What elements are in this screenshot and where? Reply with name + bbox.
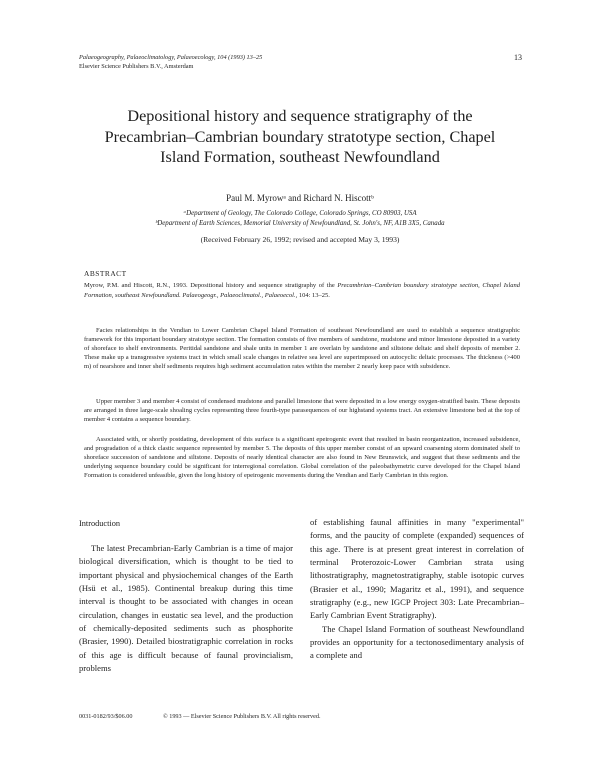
paper-title: [60, 106, 540, 168]
body-column-left: [79, 542, 293, 675]
publisher-line: Elsevier Science Publishers B.V., Amsterdam: [79, 63, 194, 70]
title-line: Precambrian–Cambrian boundary stratotype section, Chapel: [104, 127, 496, 146]
citation-pages: 104: 13–25.: [297, 291, 330, 299]
body-paragraph: The latest Precambrian-Early Cambrian is a time of major biological diversification, which is thought to be tied to important physical and physiochemical changes of the Earth (Hsü et al., 1985). Continental breakup during this time interval is thought to be associated with changes in ocean circulation, changes in eustatic sea level, and the production of chemically-deposited sediments such as phosphorite (Brasier, 1990). Detailed biostratigraphic correlation in rocks of this age is difficult because of faunal provincialism, problems: [79, 543, 293, 674]
issn-code: 0031-0182/93/$06.00: [79, 713, 133, 720]
journal-header: [79, 53, 262, 71]
copyright-footer: [79, 713, 539, 720]
affiliation-memorial: ᵇDepartment of Earth Sciences, Memorial University of Newfoundland, St. John's, NF, A1B 3X5, Canada: [155, 220, 445, 227]
introduction-heading: Introduction: [79, 519, 121, 528]
abstract-heading: ABSTRACT: [84, 269, 127, 278]
author-list: Paul M. Myrowᵃ and Richard N. Hiscottᵇ: [226, 193, 374, 203]
title-line: Depositional history and sequence stratigraphy of the: [127, 107, 473, 125]
body-column-right: [310, 516, 524, 663]
body-paragraph: The Chapel Island Formation of southeast Newfoundland provides an opportunity for a tectonosedimentary analysis of a complete and: [310, 623, 524, 661]
abstract-paragraph: Facies relationships in the Vendian to Lower Cambrian Chapel Island Formation of southeast Newfoundland are used to establish a sequence stratigraphic framework for this important boundary stratotype section. The formation consists of five members of sandstone, mudstone and minor limestone deposited in a variety of shoreface to shelf environments. Peritidal sandstone and shale units in member 1 are overlain by sandstone and siltstone deltaic and shelf deposits of member 2. These make up a transgressive systems tract in which small scale changes in relative sea level are superimposed on autocyclic deltaic processes. The thickness (>400 m) of nearshore and inner shelf sediments requires high sediment accumulation rates within the member 2 nearly keep pace with subsidence.: [84, 327, 520, 370]
abstract-paragraph: Associated with, or shortly postdating, development of this surface is a significant epeirogenic event that resulted in basin reorganization, increased subsidence, and progradation of a thick clastic sequence represented by member 5. The deposits of this upper member consist of an upward coarsening storm dominated shelf to shoreface succession of sandstone and siltstone. Deposits of nearly identical character are also found in New Brunswick, and suggest that these sediments and the underlying sequence boundary could be significant for interregional correlation. Global correlation of the paleobathymetric curve developed for the Chapel Island Formation is considered unfeasible, given the long history of epeirogenic movements during the Vendian and Early Cambrian in this region.: [84, 436, 520, 479]
citation-authors: Myrow, P.M. and Hiscott, R.N., 1993. Depositional history and sequence stratigraphy of the: [84, 282, 338, 289]
abstract-citation: [84, 281, 520, 300]
title-line: Island Formation, southeast Newfoundland: [160, 148, 440, 167]
affiliation-colorado: ᵃDepartment of Geology, The Colorado College, Colorado Springs, CO 80903, USA: [183, 210, 417, 217]
abstract-paragraph: Upper member 3 and member 4 consist of condensed mudstone and parallel limestone that were deposited in a low energy oxygen-stratified basin. These deposits are arranged in three large-scale shoaling cycles representing three fourth-type parasequences of our highstand systems tract. An extensive limestone bed at the top of member 4 contains a sequence boundary.: [84, 398, 520, 423]
copyright-notice: © 1993 — Elsevier Science Publishers B.V. All rights reserved.: [163, 713, 321, 720]
citation-title: Precambrian–Cambrian boundary stratotype section, Chapel Island Formation, southeast Newfoundland. Palaeogeogr., Palaeoclimatol., Palaeoecol.,: [84, 282, 520, 299]
received-dates: (Received February 26, 1992; revised and accepted May 3, 1993): [200, 235, 400, 244]
body-paragraph: of establishing faunal affinities in many "experimental" forms, and the paucity of complete (expanded) sequences of this age. There is at present great interest in correlation of terminal Proterozoic-Lower Cambrian strata using lithostratigraphy, magnetostratigraphy, stable isotopic curves (Brasier et al., 1990; Magaritz et al., 1991), and sequence stratigraphy (e.g., new IGCP Project 303: Late Precambrian–Early Cambrian Event Stratigraphy).: [310, 517, 524, 621]
journal-citation-line: Palaeogeography, Palaeoclimatology, Palaeoecology, 104 (1993) 13–25: [79, 54, 263, 61]
page-number: 13: [514, 53, 522, 62]
